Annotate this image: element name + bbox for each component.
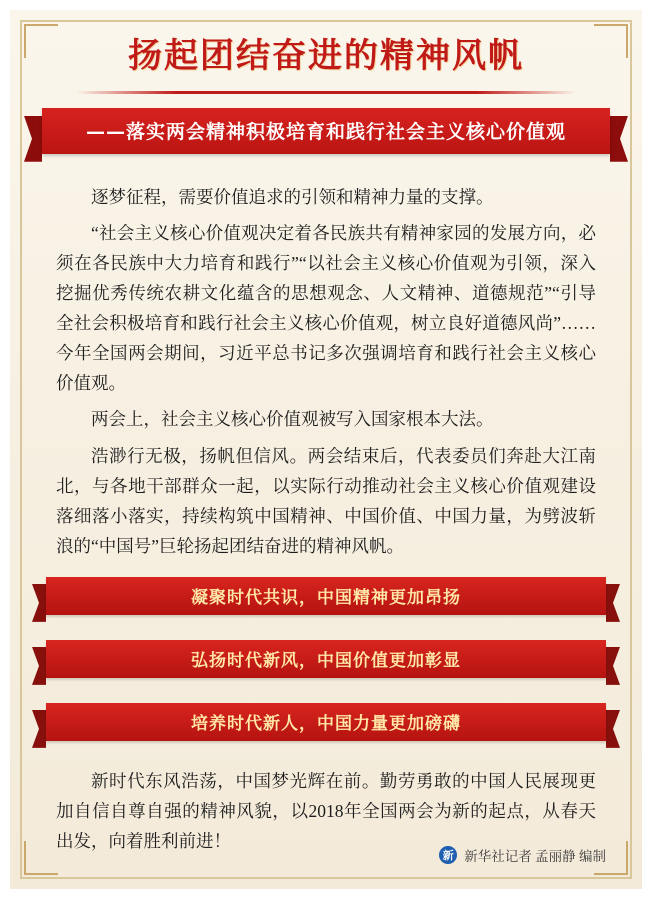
banner-tail-left-icon: [32, 647, 46, 685]
banner-body: [46, 577, 606, 615]
banner-tail-right-icon: [606, 584, 620, 622]
body-text: [56, 182, 596, 561]
banner-body: [46, 640, 606, 678]
banner-item: [32, 640, 620, 682]
subtitle-ribbon-body: [42, 108, 610, 154]
paragraph: 逐梦征程，需要价值追求的引领和精神力量的支撑。: [91, 186, 494, 207]
xinhua-logo-icon: 新: [439, 846, 457, 864]
page-title: 扬起团结奋进的精神风帆: [128, 36, 524, 76]
paragraph: 两会上，社会主义核心价值观被写入国家根本大法。: [91, 409, 494, 430]
ribbon-tail-right-icon: [610, 116, 628, 162]
ribbon-tail-left-icon: [24, 116, 42, 162]
banner-tail-left-icon: [32, 710, 46, 748]
paragraph: 浩渺行无极，扬帆但信风。两会结束后，代表委员们奔赴大江南北，与各地干部群众一起，以实际行动推动社会主义核心价值观建设落细落小落实，持续构筑中国精神、中国价值、中国力量，为劈波斩浪的“中国号”巨轮扬起团结奋进的精神风帆。: [56, 445, 596, 556]
banner-tail-left-icon: [32, 584, 46, 622]
banner-label: 弘扬时代新风，中国价值更加彰显: [191, 651, 461, 672]
subtitle-ribbon: [24, 108, 628, 160]
credit-text: 新华社记者 孟丽静 编制: [464, 849, 606, 864]
banner-tail-right-icon: [606, 710, 620, 748]
credit-line: [439, 845, 606, 865]
banner-item: [32, 703, 620, 745]
corner-ornament-bottom-left: [24, 841, 58, 875]
banner-item: [32, 577, 620, 619]
title-section: [10, 10, 642, 94]
paragraph: 新时代东风浩荡，中国梦光辉在前。勤劳勇敢的中国人民展现更加自信自尊自强的精神风貌，以2018年全国两会为新的起点，从春天出发，向着胜利前进！: [56, 770, 596, 852]
paragraph: “社会主义核心价值观决定着各民族共有精神家园的发展方向，必须在各民族中大力培育和践行”“以社会主义核心价值观为引领，深入挖掘优秀传统农耕文化蕴含的思想观念、人文精神、道德规范”“引导全社会积极培育和践行社会主义核心价值观，树立良好道德风尚”……今年全国两会期间，习近平总书记多次强调培育和践行社会主义核心价值观。: [56, 222, 596, 394]
closing-text: [56, 766, 596, 856]
banner-list: [32, 577, 620, 745]
banner-body: [46, 703, 606, 741]
subtitle-text: ——落实两会精神积极培育和践行社会主义核心价值观: [85, 121, 566, 144]
title-divider: [76, 91, 576, 94]
banner-label: 凝聚时代共识，中国精神更加昂扬: [191, 588, 461, 609]
banner-label: 培养时代新人，中国力量更加磅礴: [191, 714, 461, 735]
banner-tail-right-icon: [606, 647, 620, 685]
